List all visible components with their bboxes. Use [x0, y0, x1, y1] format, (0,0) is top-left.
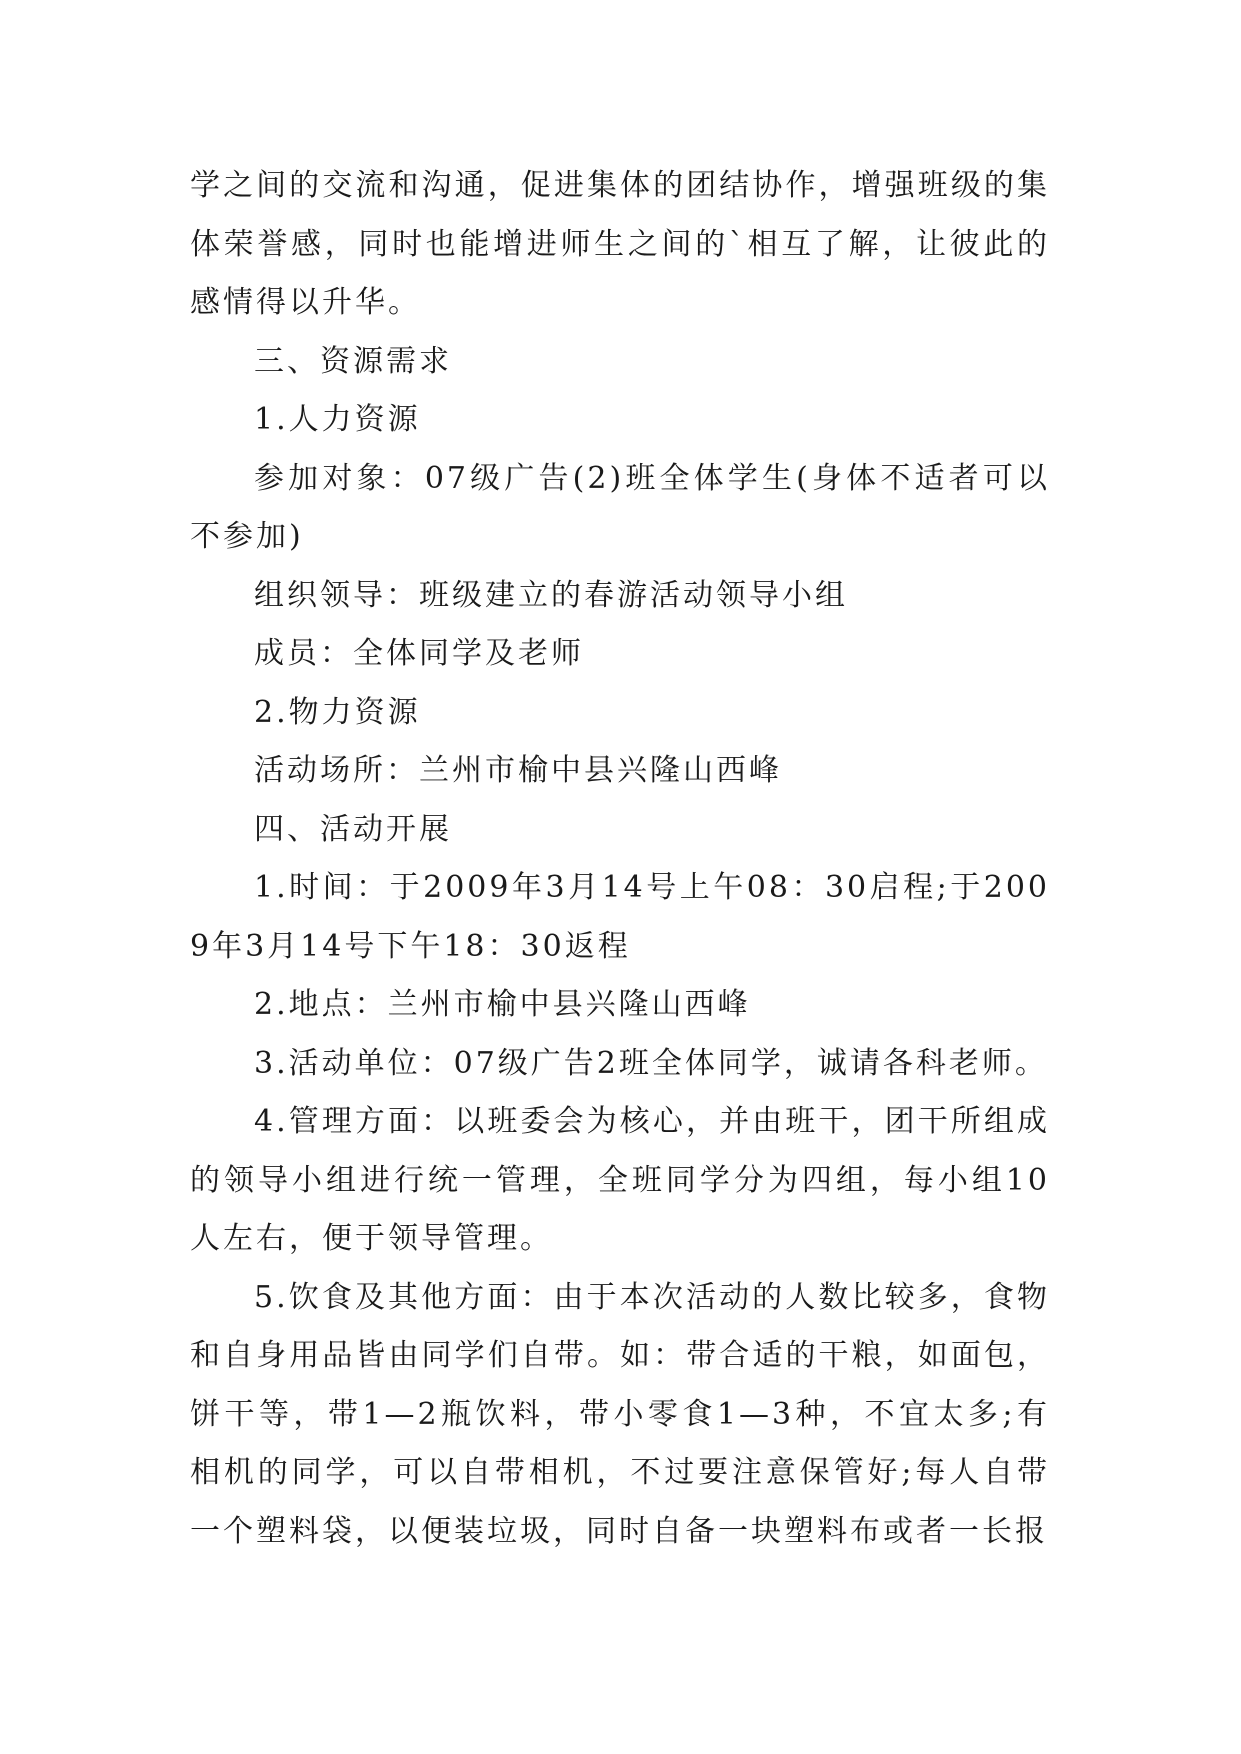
- paragraph-organizers: 组织领导：班级建立的春游活动领导小组: [254, 577, 848, 613]
- paragraph-unit: 3.活动单位：07级广告2班全体同学，诚请各科老师。: [254, 1045, 1048, 1081]
- document-body: [190, 157, 1050, 1561]
- paragraph-venue: 活动场所：兰州市榆中县兴隆山西峰: [254, 753, 782, 788]
- paragraph-members: 成员：全体同学及老师: [254, 636, 584, 671]
- paragraph-continuation: 学之间的交流和沟通，促进集体的团结协作，增强班级的集体荣誉感，同时也能增进师生之间的`相互了解，让彼此的感情得以升华。: [190, 168, 1050, 320]
- subheading-material-resources: 2.物力资源: [254, 694, 421, 730]
- subheading-human-resources: 1.人力资源: [254, 402, 421, 437]
- heading-activity: 四、活动开展: [254, 811, 452, 847]
- paragraph-location: 2.地点：兰州市榆中县兴隆山西峰: [254, 987, 751, 1022]
- paragraph-food-other: 5.饮食及其他方面：由于本次活动的人数比较多，食物和自身用品皆由同学们自带。如：带合适的干粮，如面包，饼干等，带1—2瓶饮料，带小零食1—3种，不宜太多;有相机的同学，可以自带相机，不过要注意保管好;每人自带一个塑料袋，以便装垃圾，同时自备一块塑料布或者一长报: [190, 1279, 1050, 1549]
- heading-resource-needs: 三、资源需求: [254, 343, 452, 379]
- paragraph-participants: 参加对象：07级广告(2)班全体学生(身体不适者可以不参加): [190, 460, 1050, 554]
- paragraph-time: 1.时间：于2009年3月14号上午08：30启程;于2009年3月14号下午18：30返程: [190, 870, 1050, 964]
- paragraph-management: 4.管理方面：以班委会为核心，并由班干，团干所组成的领导小组进行统一管理，全班同学分为四组，每小组10人左右，便于领导管理。: [190, 1104, 1050, 1256]
